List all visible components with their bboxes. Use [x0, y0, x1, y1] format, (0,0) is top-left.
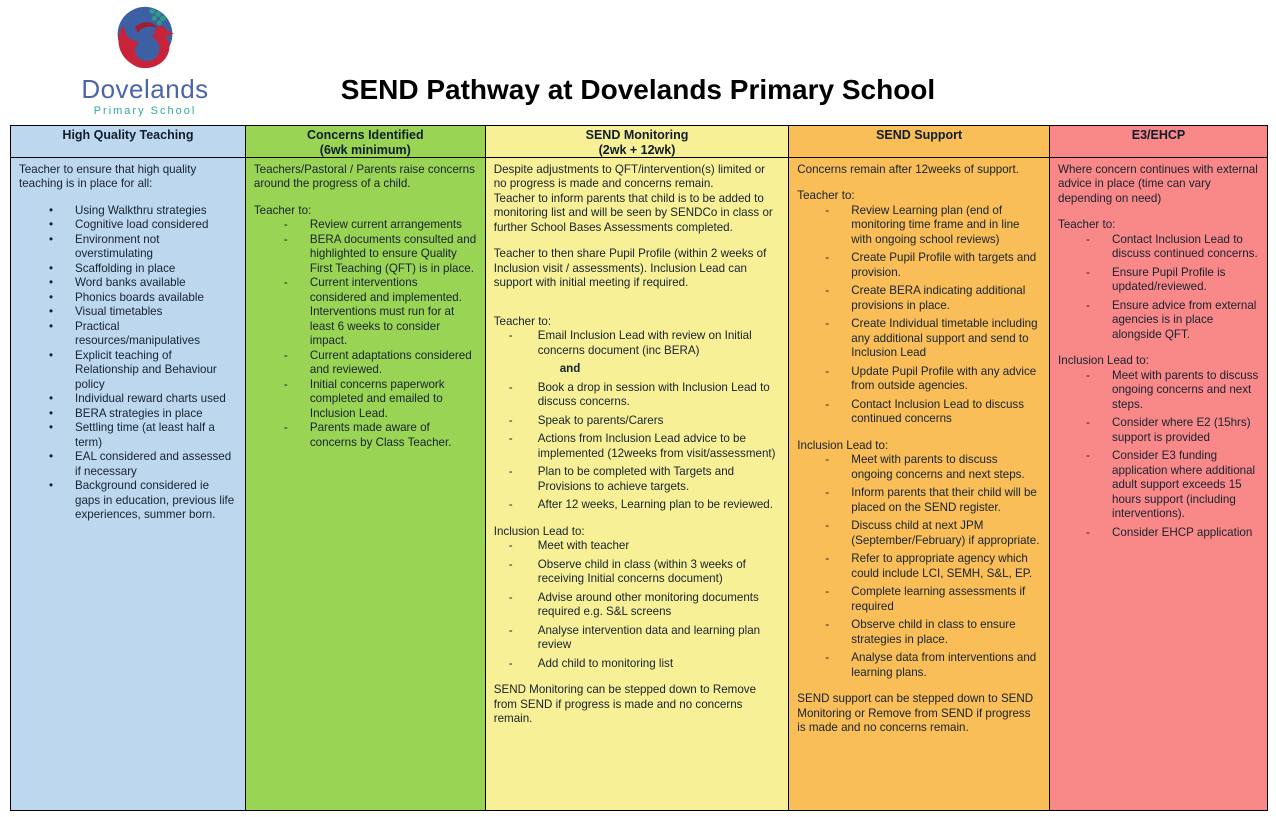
- bullet-list: [19, 204, 237, 523]
- list-item: - Actions from Inclusion Lead advice to be implemented (12weeks from visit/assessment): [508, 432, 776, 460]
- paragraph: SEND Monitoring can be stepped down to Remove from SEND if progress is made and no concerns remain.: [493, 683, 757, 726]
- paragraph: SEND support can be stepped down to SEND Monitoring or Remove from SEND if progress is made and no concerns remain.: [797, 692, 1034, 734]
- dash-marker: -: [825, 618, 830, 632]
- list-item: - Advise around other monitoring documents required e.g. S&L screens: [508, 590, 759, 619]
- dash-marker: -: [825, 552, 830, 566]
- list-item: - Analyse intervention data and learning plan review: [508, 623, 761, 652]
- dash-marker: -: [283, 377, 288, 391]
- dash-list: [494, 539, 781, 671]
- dash-list: [494, 329, 781, 512]
- bullet-marker: •: [49, 392, 54, 406]
- list-item: - Contact Inclusion Lead to discuss continued concerns.: [1086, 232, 1258, 261]
- dash-marker: -: [825, 364, 830, 378]
- paragraph: Teacher to inform parents that child is to be added to monitoring list and will be seen by SENDCo in class or further School Bases Assessments completed.: [493, 191, 773, 234]
- dash-list: [1058, 233, 1259, 342]
- dash-marker: -: [283, 232, 288, 246]
- dash-marker: -: [825, 251, 830, 265]
- paragraph: Teacher to:: [493, 314, 552, 328]
- dash-marker: -: [825, 317, 830, 331]
- list-item: and: [559, 362, 581, 376]
- list-item: • Phonics boards available: [49, 290, 204, 304]
- school-name: Dovelands: [81, 74, 209, 104]
- bullet-marker: •: [49, 421, 54, 435]
- list-item: - Plan to be completed with Targets and Provisions to achieve targets.: [508, 465, 735, 493]
- bullet-marker: •: [49, 305, 54, 319]
- dove-logo-icon: [109, 4, 181, 76]
- list-item: - Current interventions considered and implemented. Interventions must run for at least 6 weeks to consider impact.: [283, 276, 462, 348]
- dash-marker: -: [1086, 232, 1090, 246]
- paragraph: Teacher to:: [253, 203, 312, 217]
- dash-marker: -: [1086, 449, 1090, 463]
- list-item: - Complete learning assessments if required: [825, 585, 1026, 613]
- dash-marker: -: [508, 465, 513, 479]
- list-item: - Book a drop in session with Inclusion Lead to discuss concerns.: [508, 380, 770, 409]
- dash-list: [797, 453, 1041, 680]
- list-item: - Create BERA indicating additional provisions in place.: [825, 284, 1026, 312]
- list-item: - Consider E3 funding application where additional adult support exceeds 15 hours support (including interventions).: [1086, 449, 1256, 521]
- list-item: - Parents made aware of concerns by Class Teacher.: [283, 421, 452, 449]
- column-concerns-identified: [245, 126, 485, 810]
- dash-marker: -: [1086, 525, 1090, 539]
- dash-marker: -: [283, 348, 288, 362]
- list-item: - Refer to appropriate agency which could include LCI, SEMH, S&L, EP.: [825, 552, 1033, 580]
- column-send-support: [788, 126, 1049, 810]
- list-item: • Practical resources/manipulatives: [49, 319, 201, 348]
- list-item: - Review Learning plan (end of monitoring time frame and in line with ongoing school reviews): [825, 203, 1020, 246]
- dash-marker: -: [825, 397, 830, 411]
- list-item: - Current adaptations considered and reviewed.: [283, 348, 472, 377]
- dash-list: [254, 218, 477, 450]
- dash-marker: -: [825, 651, 830, 665]
- list-item: - Create Individual timetable including any additional support and send to Inclusion Lead: [825, 317, 1038, 360]
- paragraph: Teacher to ensure that high quality teaching is in place for all:: [19, 163, 197, 191]
- list-item: - Speak to parents/Carers: [508, 413, 664, 427]
- list-item: - Meet with parents to discuss ongoing concerns and next steps.: [1086, 368, 1259, 411]
- dash-marker: -: [825, 519, 830, 533]
- list-item: - Ensure Pupil Profile is updated/reviewed.: [1086, 265, 1226, 294]
- list-item: • Visual timetables: [49, 305, 163, 319]
- bullet-marker: •: [49, 261, 54, 275]
- paragraph: Teacher to then share Pupil Profile (within 2 weeks of Inclusion visit / assessments). Inclusion Lead can support with initial meeting if required.: [493, 247, 767, 290]
- list-item: • Word banks available: [49, 276, 186, 290]
- column-body-send-monitoring: [486, 158, 789, 810]
- list-item: • Explicit teaching of Relationship and Behaviour policy: [49, 348, 217, 391]
- paragraph: Teachers/Pastoral / Parents raise concerns around the progress of a child.: [253, 163, 475, 191]
- dash-marker: -: [825, 585, 830, 599]
- bullet-marker: •: [49, 276, 54, 290]
- list-item: • Background considered ie gaps in education, previous life experiences, summer born.: [49, 479, 235, 522]
- dash-marker: -: [1086, 368, 1090, 382]
- list-item: • BERA strategies in place: [49, 406, 203, 420]
- list-item: - Consider EHCP application: [1086, 525, 1253, 539]
- paragraph: Inclusion Lead to:: [1058, 354, 1149, 368]
- bullet-marker: •: [49, 406, 54, 420]
- school-subtitle: Primary School: [93, 105, 197, 118]
- dash-marker: -: [1086, 298, 1090, 312]
- paragraph: Inclusion Lead to:: [493, 524, 585, 538]
- dash-marker: -: [508, 557, 513, 571]
- column-header-e3-ehcp: E3/EHCP: [1050, 126, 1267, 158]
- column-body-high-quality-teaching: [11, 158, 245, 810]
- list-item: - Meet with parents to discuss ongoing concerns and next steps.: [825, 453, 1025, 481]
- list-item: - Observe child in class to ensure strategies in place.: [825, 618, 1016, 646]
- column-body-concerns-identified: [246, 158, 485, 810]
- page-title: SEND Pathway at Dovelands Primary School: [340, 74, 936, 105]
- pathway-table: [10, 125, 1268, 811]
- dash-marker: -: [508, 498, 513, 512]
- bullet-marker: •: [49, 450, 54, 464]
- list-item: - Ensure advice from external agencies is in place alongside QFT.: [1086, 298, 1257, 341]
- dash-marker: -: [1086, 265, 1090, 279]
- list-item: - Discuss child at next JPM (September/February) if appropriate.: [825, 519, 1040, 547]
- paragraph: Inclusion Lead to:: [797, 438, 889, 452]
- column-e3-ehcp: [1049, 126, 1267, 810]
- dash-marker: -: [283, 218, 288, 232]
- list-item: - Add child to monitoring list: [508, 656, 674, 670]
- dash-marker: -: [825, 203, 830, 217]
- list-item: - Review current arrangements: [283, 218, 462, 232]
- dash-marker: -: [508, 432, 513, 446]
- bullet-marker: •: [49, 319, 54, 333]
- dash-marker: -: [508, 590, 513, 604]
- list-item: • Environment not overstimulating: [49, 232, 160, 261]
- list-item: • Using Walkthru strategies: [49, 203, 207, 217]
- list-item: - Initial concerns paperwork completed and emailed to Inclusion Lead.: [283, 377, 445, 420]
- column-header-send-monitoring: SEND Monitoring (2wk + 12wk): [486, 126, 789, 158]
- paragraph: Teacher to:: [797, 189, 855, 203]
- paragraph: Where concern continues with external advice in place (time can vary depending on need): [1058, 163, 1258, 205]
- bullet-marker: •: [49, 479, 54, 493]
- bullet-marker: •: [49, 290, 54, 304]
- list-item: - Observe child in class (within 3 weeks of receiving Initial concerns document): [508, 557, 746, 586]
- bullet-marker: •: [49, 203, 54, 217]
- column-header-send-support: SEND Support: [789, 126, 1049, 158]
- dash-marker: -: [283, 276, 288, 290]
- dash-list: [1058, 369, 1259, 540]
- bullet-marker: •: [49, 232, 54, 246]
- list-item: - Inform parents that their child will be placed on the SEND register.: [825, 486, 1037, 514]
- list-item: - Contact Inclusion Lead to discuss continued concerns: [825, 397, 1024, 426]
- list-item: - Analyse data from interventions and learning plans.: [825, 651, 1037, 679]
- bullet-marker: •: [49, 348, 54, 362]
- list-item: - Update Pupil Profile with any advice from outside agencies.: [825, 364, 1037, 393]
- list-item: • EAL considered and assessed if necessary: [49, 450, 232, 478]
- dash-marker: -: [825, 453, 830, 467]
- list-item: • Individual reward charts used: [49, 392, 226, 406]
- list-item: • Scaffolding in place: [49, 261, 176, 275]
- paragraph: Despite adjustments to QFT/intervention(s) limited or no progress is made and concerns remain.: [493, 163, 765, 191]
- dash-marker: -: [1086, 416, 1090, 430]
- dash-marker: -: [508, 623, 513, 637]
- list-item: • Settling time (at least half a term): [49, 421, 215, 449]
- dash-list: [797, 204, 1041, 427]
- list-item: • Cognitive load considered: [49, 218, 209, 232]
- dash-marker: -: [283, 421, 288, 435]
- dash-marker: -: [508, 413, 513, 427]
- list-item: - Consider where E2 (15hrs) support is provided: [1086, 416, 1251, 444]
- list-item: - Meet with teacher: [508, 539, 630, 553]
- column-high-quality-teaching: [11, 126, 245, 810]
- list-item: - BERA documents consulted and highlighted to ensure Quality First Teaching (QFT) is in place.: [283, 232, 477, 275]
- column-send-monitoring: [485, 126, 789, 810]
- column-header-high-quality-teaching: High Quality Teaching: [11, 126, 245, 158]
- column-header-concerns-identified: Concerns Identified (6wk minimum): [246, 126, 485, 158]
- bullet-marker: •: [49, 218, 54, 232]
- dash-marker: -: [508, 380, 513, 394]
- dash-marker: -: [508, 329, 513, 343]
- list-item: - After 12 weeks, Learning plan to be reviewed.: [508, 498, 773, 512]
- column-body-send-support: [789, 158, 1049, 810]
- column-body-e3-ehcp: [1050, 158, 1267, 810]
- dash-marker: -: [825, 486, 830, 500]
- dash-marker: -: [508, 539, 513, 553]
- paragraph: Concerns remain after 12weeks of support.: [797, 163, 1019, 176]
- list-item: - Email Inclusion Lead with review on Initial concerns document (inc BERA): [508, 329, 752, 357]
- dash-marker: -: [825, 284, 830, 298]
- dash-marker: -: [508, 656, 513, 670]
- list-item: - Create Pupil Profile with targets and provision.: [825, 251, 1037, 279]
- paragraph: Teacher to:: [1058, 218, 1116, 232]
